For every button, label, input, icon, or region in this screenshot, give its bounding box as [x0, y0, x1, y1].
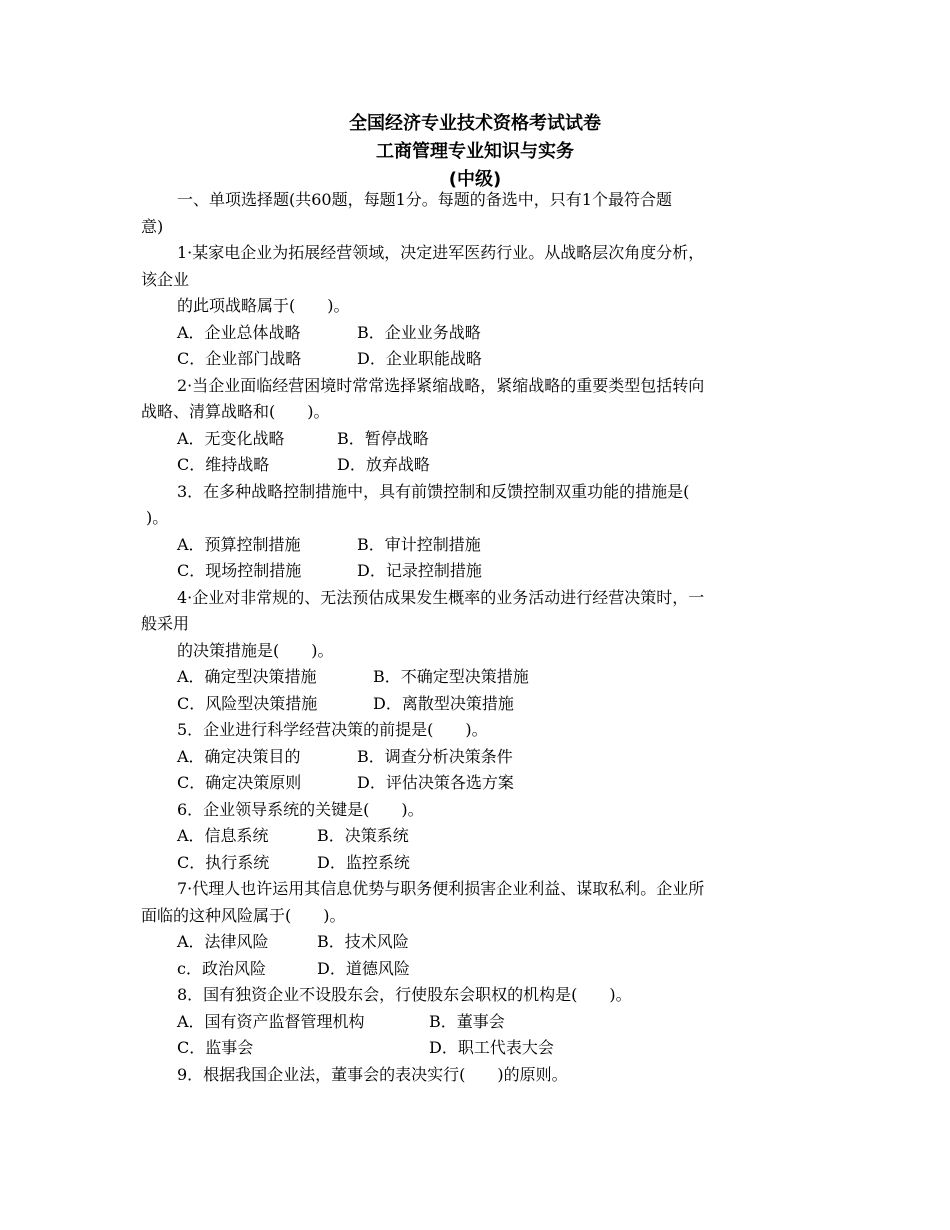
option-d: D．监控系统	[317, 852, 410, 872]
title-block	[0, 110, 950, 194]
question-8-line1: 8．国有独资企业不设股东会，行使股东会职权的机构是( )。	[177, 985, 632, 1004]
question-1-options-row2	[141, 346, 806, 373]
question-1-options-row1	[141, 320, 806, 347]
question-6-options-row1	[141, 823, 806, 850]
option-b: B．审计控制措施	[357, 534, 481, 554]
subject-title: 工商管理专业知识与实务	[376, 141, 574, 162]
question-6-options-row2	[141, 850, 806, 877]
question-9-line1: 9．根据我国企业法，董事会的表决实行( )的原则。	[177, 1064, 568, 1084]
option-c: C．企业部门战略	[177, 349, 302, 368]
question-1-line2: 该企业	[141, 269, 190, 289]
question-5-line1: 5．企业进行科学经营决策的前提是( )。	[177, 720, 488, 739]
question-4-line3: 的决策措施是( )。	[177, 640, 334, 660]
question-7-options-row1	[141, 929, 806, 956]
question-4-line1: 4·企业对非常规的、无法预估成果发生概率的业务活动进行经营决策时，一	[177, 587, 705, 607]
option-c: C．现场控制措施	[177, 561, 302, 580]
option-c: C．执行系统	[177, 852, 270, 872]
question-3-line2: )。	[146, 508, 169, 527]
option-d: D．道德风险	[317, 958, 410, 978]
question-4-line2: 般采用	[141, 614, 190, 633]
option-b: B．不确定型决策措施	[373, 667, 529, 686]
question-8-options-row1	[141, 1009, 806, 1036]
option-d: D．职工代表大会	[429, 1038, 554, 1057]
question-5-options-row2	[141, 770, 806, 797]
question-2-line1: 2·当企业面临经营困境时常常选择紧缩战略，紧缩战略的重要类型包括转向	[177, 375, 705, 395]
option-b: B．暂停战略	[337, 428, 429, 448]
question-6-line1: 6．企业领导系统的关键是( )。	[177, 799, 424, 819]
option-c: C．风险型决策措施	[177, 693, 318, 713]
option-a: A．预算控制措施	[177, 534, 301, 554]
question-1-line1: 1·某家电企业为拓展经营领域，决定进军医药行业。从战略层次角度分析，	[177, 243, 705, 262]
question-2-options-row2	[141, 452, 806, 479]
question-3-options-row1	[141, 532, 806, 559]
option-d: D．离散型决策措施	[373, 693, 514, 713]
question-5-options-row1	[141, 744, 806, 771]
exam-title: 全国经济专业技术资格考试试卷	[349, 113, 601, 134]
option-a: A．确定型决策措施	[177, 667, 317, 686]
option-c: C．确定决策原则	[177, 773, 302, 792]
level-title: (中级)	[448, 169, 502, 190]
option-b: B．董事会	[429, 1011, 505, 1031]
question-7-line1: 7·代理人也许运用其信息优势与职务便利损害企业利益、谋取私利。企业所	[177, 879, 705, 898]
section-heading-line1: 一、单项选择题(共60题，每题1分。每题的备选中，只有1个最符合题	[177, 190, 672, 209]
option-a: A．企业总体战略	[177, 322, 301, 342]
option-b: B．决策系统	[317, 826, 409, 845]
question-1-line3: 的此项战略属于( )。	[177, 296, 350, 315]
option-d: D．评估决策各选方案	[357, 773, 514, 792]
option-b: B．企业业务战略	[357, 322, 481, 342]
option-b: B．调查分析决策条件	[357, 746, 513, 766]
question-3-line1: 3．在多种战略控制措施中，具有前馈控制和反馈控制双重功能的措施是(	[177, 481, 690, 501]
question-7-options-row2	[141, 956, 806, 983]
document-body	[141, 187, 806, 1088]
option-c: C．监事会	[177, 1038, 254, 1057]
option-c: C．维持战略	[177, 455, 270, 474]
option-d: D．记录控制措施	[357, 561, 482, 580]
question-4-options-row2	[141, 691, 806, 718]
option-a: A．国有资产监督管理机构	[177, 1011, 365, 1031]
question-3-options-row2	[141, 558, 806, 585]
question-7-line2: 面临的这种风险属于( )。	[141, 905, 346, 925]
option-a: A．确定决策目的	[177, 746, 301, 766]
question-8-options-row2	[141, 1035, 806, 1062]
option-d: D．企业职能战略	[357, 349, 482, 368]
question-2-options-row1	[141, 426, 806, 453]
option-a: A．信息系统	[177, 826, 269, 845]
option-a: A．法律风险	[177, 932, 269, 951]
question-2-line2: 战略、清算战略和( )。	[141, 402, 330, 421]
question-4-options-row1	[141, 664, 806, 691]
option-c: c．政治风险	[177, 958, 266, 978]
option-a: A．无变化战略	[177, 428, 285, 448]
option-b: B．技术风险	[317, 932, 409, 951]
option-d: D．放弃战略	[337, 455, 430, 474]
section-heading-line2: 意)	[141, 216, 164, 236]
